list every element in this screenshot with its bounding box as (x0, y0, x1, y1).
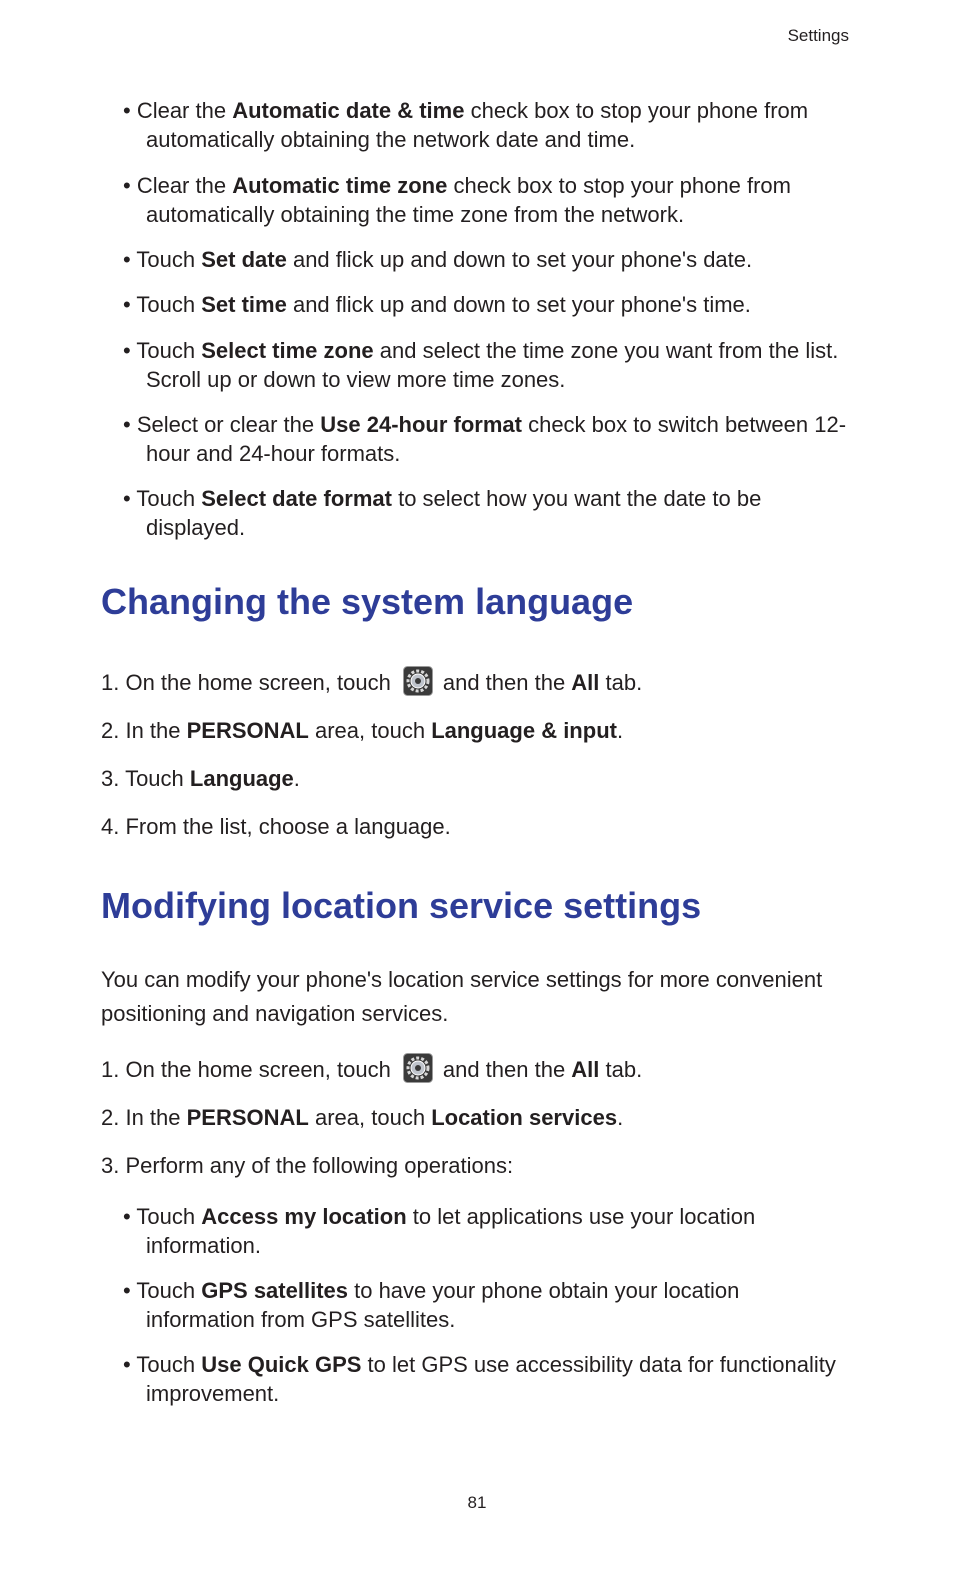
settings-gear-icon (403, 1053, 433, 1083)
running-header: Settings (787, 26, 849, 45)
list-item: • Select or clear the Use 24-hour format check box to switch between 12- hour and 24-hour formats. (123, 412, 847, 466)
list-item: • Touch Access my location to let applications use your location information. (123, 1204, 756, 1258)
page-number: 81 (467, 1493, 487, 1512)
intro-paragraph: You can modify your phone's location service settings for more convenient positioning and navigation services. (101, 967, 823, 1026)
step-item: 4. From the list, choose a language. (101, 814, 451, 839)
step-item: 3. Perform any of the following operations: (101, 1153, 514, 1178)
list-item: • Clear the Automatic date & time check box to stop your phone from automatically obtaining the network date and time. (123, 98, 809, 152)
section-heading-language: Changing the system language (101, 581, 634, 622)
step-item: 3. Touch Language. (101, 766, 300, 791)
list-item: • Touch GPS satellites to have your phone obtain your location information from GPS satellites. (123, 1278, 740, 1332)
list-item: • Touch Select date format to select how you want the date to be displayed. (123, 486, 762, 540)
step-item: 1. On the home screen, touch and then the All tab. (101, 668, 642, 699)
list-item: • Touch Set time and flick up and down to set your phone's time. (123, 292, 751, 317)
list-item: • Touch Set date and flick up and down to set your phone's date. (123, 247, 753, 272)
section-heading-location: Modifying location service settings (101, 885, 702, 926)
settings-gear-icon (403, 666, 433, 696)
list-item: • Touch Select time zone and select the time zone you want from the list. Scroll up or down to view more time zones. (123, 338, 839, 392)
list-item: • Clear the Automatic time zone check box to stop your phone from automatically obtaining the time zone from the network. (123, 173, 791, 227)
list-item: • Touch Use Quick GPS to let GPS use accessibility data for functionality improvement. (123, 1352, 836, 1406)
step-item: 2. In the PERSONAL area, touch Location services. (101, 1105, 624, 1130)
step-item: 2. In the PERSONAL area, touch Language & input. (101, 718, 624, 743)
step-item: 1. On the home screen, touch and then the All tab. (101, 1055, 642, 1086)
